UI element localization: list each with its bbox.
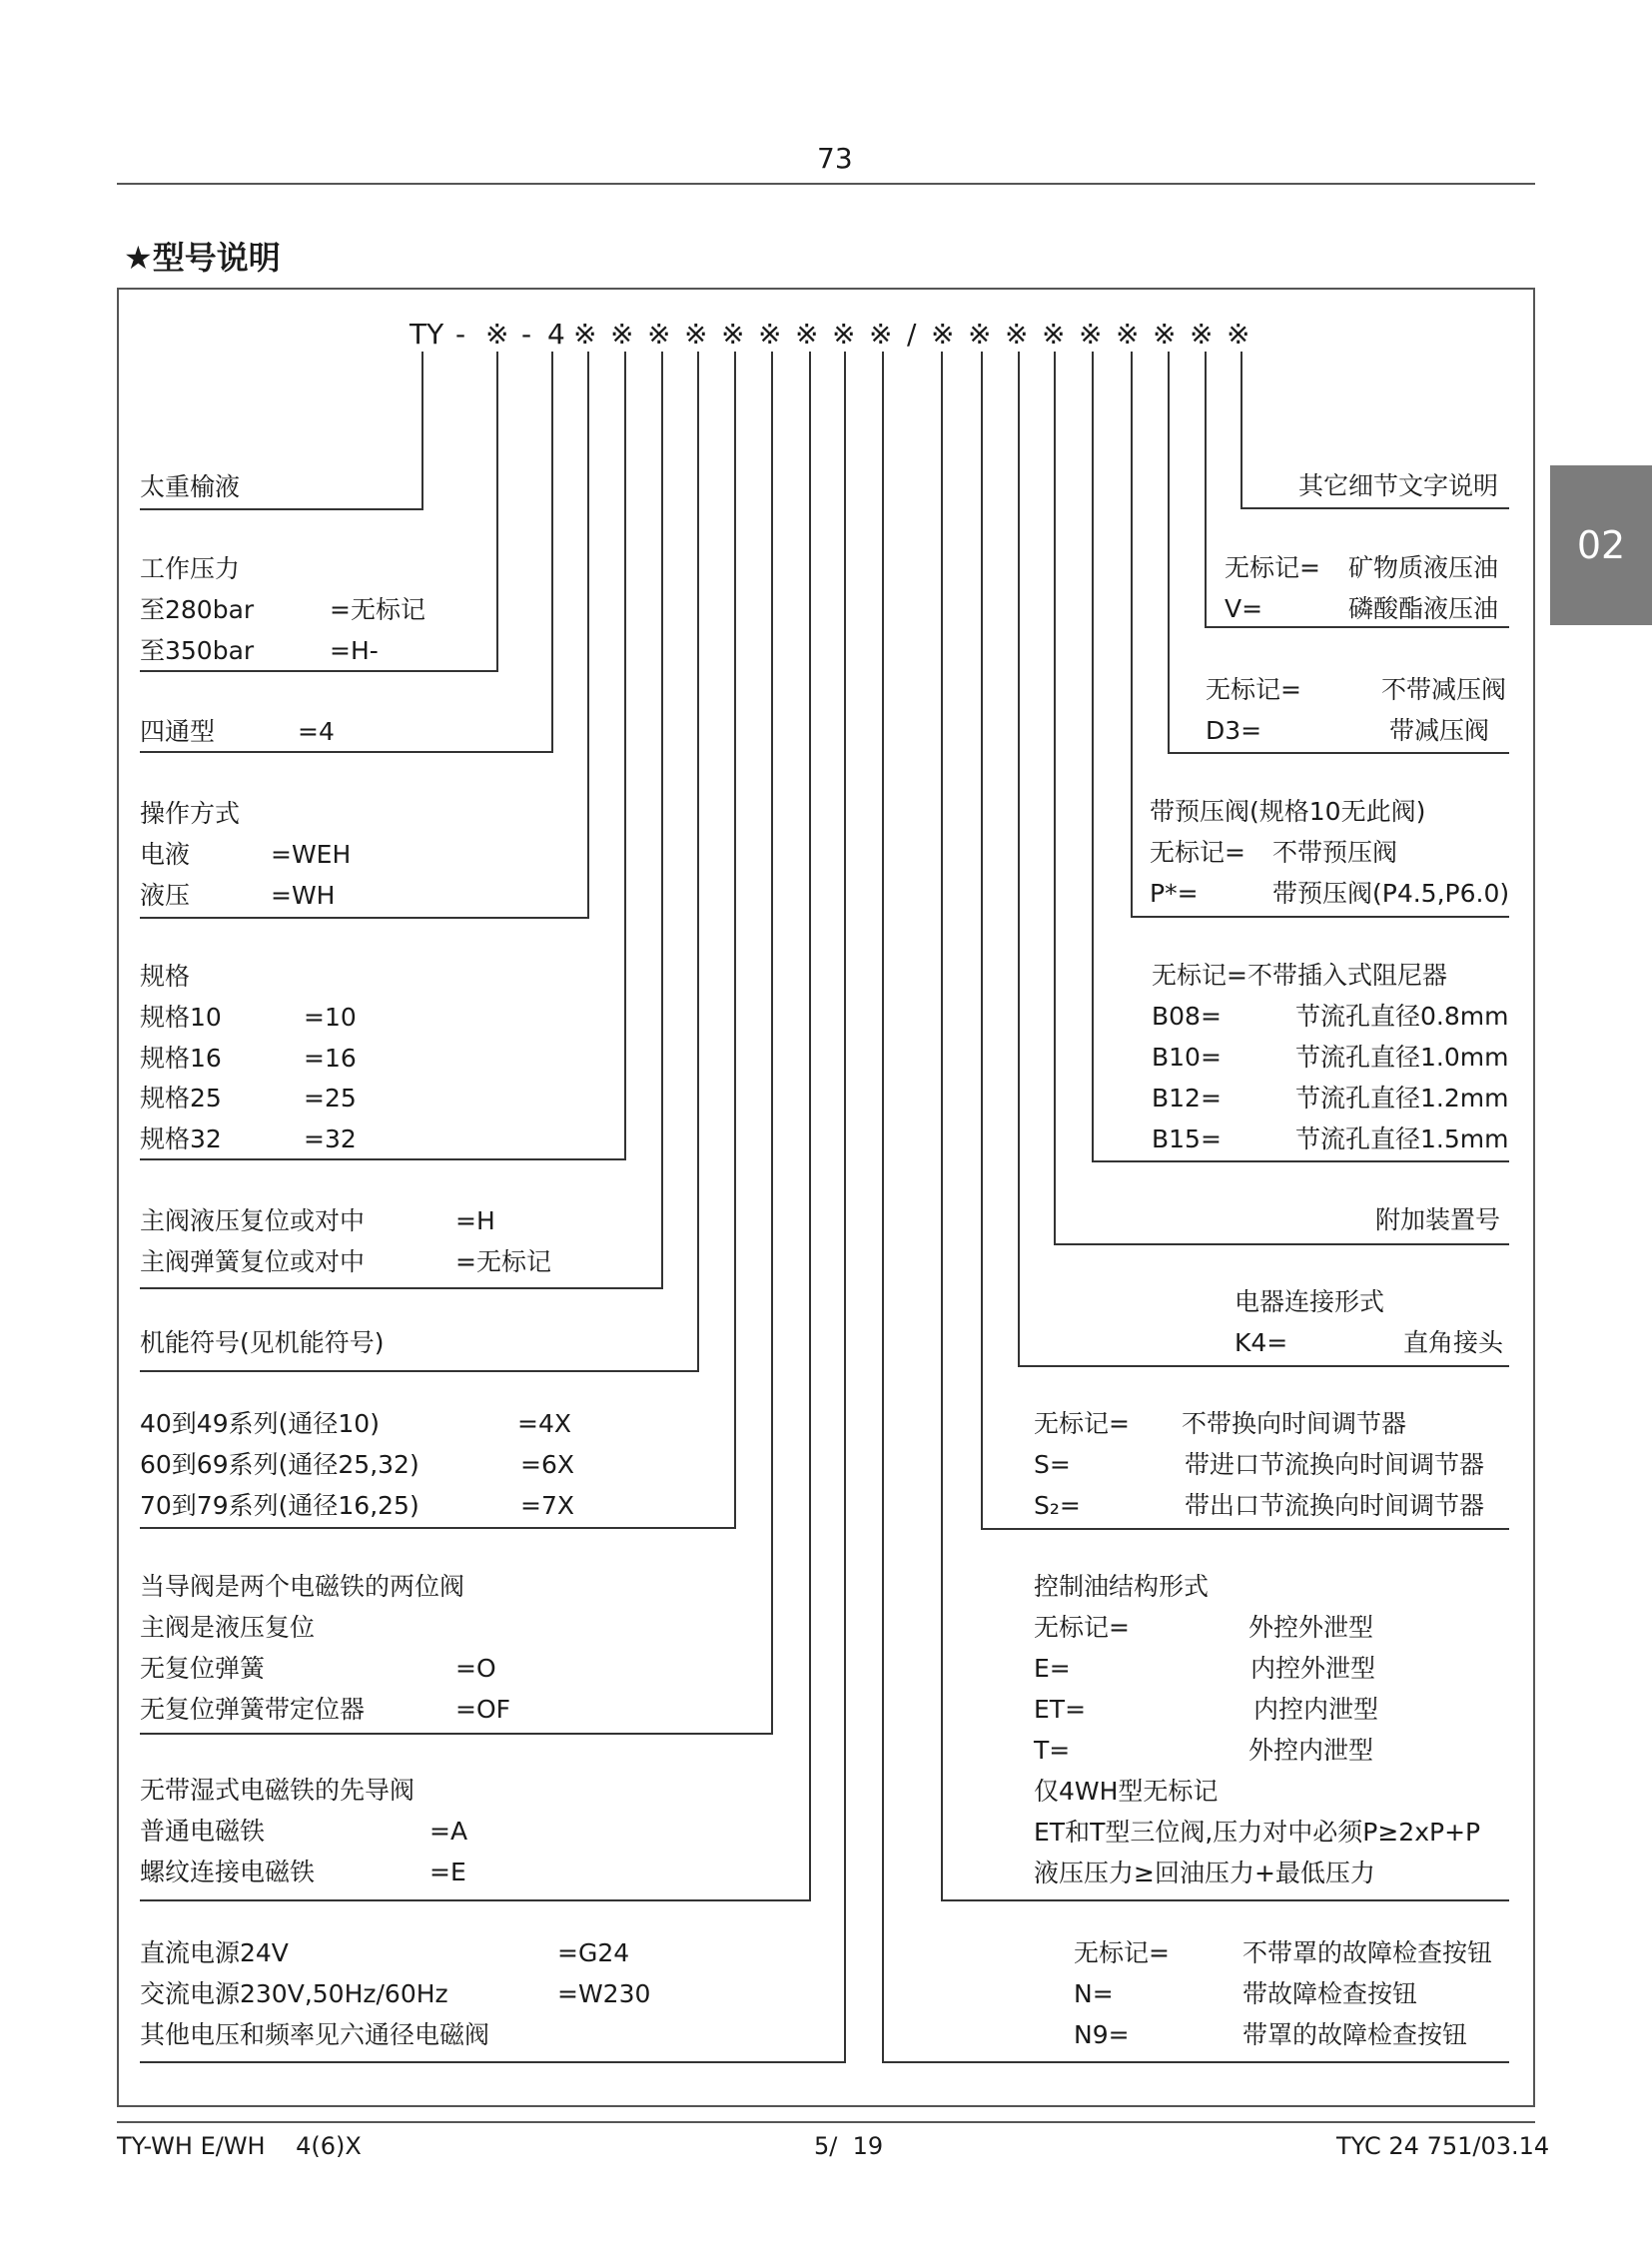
code-mark: ※	[647, 318, 671, 351]
solenoid-a-value: =A	[429, 1817, 468, 1846]
switching-none-label: 无标记=	[1034, 1409, 1130, 1438]
wet-solenoid-title: 无带湿式电磁铁的先导阀	[140, 1776, 415, 1805]
code-mark: ※	[610, 318, 634, 351]
series-value: =7X	[520, 1491, 574, 1520]
size-label: 规格25	[140, 1084, 222, 1113]
control-oil-label: E=	[1034, 1654, 1071, 1683]
code-mark: ※	[1153, 318, 1177, 351]
reducing-none-label: 无标记=	[1206, 675, 1301, 704]
power-other: 其他电压和频率见六通径电磁阀	[140, 2020, 490, 2049]
pressure-280-value: =无标记	[330, 595, 425, 624]
switching-none-value: 不带换向时间调节器	[1182, 1409, 1407, 1438]
code-mark: ※	[1005, 318, 1029, 351]
footer-page: 5/ 19	[814, 2132, 884, 2160]
accessory-label: 附加装置号	[1375, 1205, 1501, 1234]
throttle-value: 节流孔直径1.2mm	[1295, 1084, 1509, 1113]
main-valve-h-value: =H	[455, 1206, 495, 1235]
reducing-d3-label: D3=	[1206, 716, 1262, 745]
reducing-d3-value: 带减压阀	[1389, 716, 1490, 745]
code-mark: ※	[869, 318, 893, 351]
code-slash: /	[907, 318, 917, 351]
preload-none-value: 不带预压阀	[1272, 838, 1398, 867]
series-value: =4X	[517, 1409, 571, 1438]
power-ac-value: =W230	[557, 1979, 651, 2008]
series-label: 60到69系列(通径25,32)	[140, 1450, 419, 1479]
code-mark: ※	[795, 318, 819, 351]
electrical-title: 电器连接形式	[1235, 1287, 1385, 1316]
solenoid-e-label: 螺纹连接电磁铁	[140, 1858, 316, 1886]
fault-button-n9-value: 带罩的故障检查按钮	[1242, 2020, 1468, 2049]
control-oil-label: 无标记=	[1034, 1613, 1130, 1642]
operation-title: 操作方式	[140, 799, 241, 828]
size-value: =25	[304, 1084, 357, 1113]
size-value: =10	[304, 1003, 357, 1032]
pressure-280-label: 至280bar	[140, 595, 255, 624]
code-mark: ※	[573, 318, 597, 351]
reducing-none-value: 不带减压阀	[1381, 675, 1507, 704]
pilot-no-spring-value: =O	[455, 1654, 496, 1683]
fluid-phosphate-value: 磷酸酯液压油	[1348, 594, 1499, 623]
footer-doc-id: TYC 24 751/03.14	[1336, 2132, 1550, 2160]
preload-p-label: P*=	[1150, 879, 1199, 908]
fault-button-n-value: 带故障检查按钮	[1242, 1979, 1418, 2008]
footer-rule	[117, 2121, 1535, 2123]
code-mark: ※	[1116, 318, 1140, 351]
throttle-label: B10=	[1152, 1043, 1222, 1072]
footer-left: TY-WH E/WH 4(6)X	[117, 2132, 362, 2160]
control-oil-note3: 液压压力≥回油压力+最低压力	[1034, 1859, 1375, 1887]
power-ac-label: 交流电源230V,50Hz/60Hz	[140, 1979, 448, 2008]
code-dash: -	[455, 318, 466, 351]
fault-button-none-value: 不带罩的故障检查按钮	[1242, 1938, 1493, 1967]
throttle-value: 节流孔直径1.0mm	[1295, 1043, 1509, 1072]
control-oil-title: 控制油结构形式	[1034, 1572, 1210, 1601]
series-label: 70到79系列(通径16,25)	[140, 1491, 419, 1520]
main-valve-spring-label: 主阀弹簧复位或对中	[140, 1247, 366, 1276]
code-mark: ※	[968, 318, 992, 351]
pressure-title: 工作压力	[140, 554, 241, 583]
code-mark-pressure: ※	[485, 318, 509, 351]
main-valve-spring-value: =无标记	[455, 1247, 551, 1276]
pilot-line2: 主阀是液压复位	[140, 1613, 316, 1642]
switching-s-value: 带进口节流换向时间调节器	[1185, 1450, 1485, 1479]
code-mark: ※	[758, 318, 782, 351]
main-valve-h-label: 主阀液压复位或对中	[140, 1206, 366, 1235]
four-way-label: 四通型	[140, 717, 216, 746]
throttle-title: 无标记=不带插入式阻尼器	[1152, 961, 1447, 990]
size-label: 规格16	[140, 1044, 222, 1073]
section-heading: ★型号说明	[124, 239, 281, 277]
solenoid-e-value: =E	[429, 1858, 466, 1886]
fault-button-n-label: N=	[1074, 1979, 1114, 2008]
preload-none-label: 无标记=	[1150, 838, 1245, 867]
control-oil-value: 内控内泄型	[1253, 1695, 1379, 1724]
function-symbol-label: 机能符号(见机能符号)	[140, 1328, 385, 1357]
throttle-value: 节流孔直径1.5mm	[1295, 1124, 1509, 1153]
chapter-tab-label: 02	[1576, 523, 1626, 567]
control-oil-note2: ET和T型三位阀,压力对中必须P≥2xP+P	[1034, 1818, 1481, 1847]
size-value: =32	[304, 1124, 357, 1153]
electrical-k4-value: 直角接头	[1403, 1328, 1504, 1357]
switching-s2-label: S₂=	[1034, 1491, 1081, 1520]
pilot-line1: 当导阀是两个电磁铁的两位阀	[140, 1572, 465, 1601]
throttle-label: B12=	[1152, 1084, 1222, 1113]
control-oil-value: 外控内泄型	[1248, 1736, 1374, 1765]
preload-title: 带预压阀(规格10无此阀)	[1150, 797, 1426, 826]
pilot-detent-label: 无复位弹簧带定位器	[140, 1695, 366, 1724]
throttle-label: B08=	[1152, 1002, 1222, 1031]
control-oil-value: 外控外泄型	[1248, 1613, 1374, 1642]
label-taizhong: 太重榆液	[140, 472, 241, 501]
pressure-350-value: =H-	[330, 636, 379, 665]
operation-wh-label: 液压	[140, 881, 191, 910]
code-mark: ※	[1190, 318, 1214, 351]
code-mark: ※	[1079, 318, 1103, 351]
power-dc-value: =G24	[557, 1938, 630, 1967]
code-prefix: TY	[410, 318, 444, 351]
code-mark: ※	[721, 318, 745, 351]
power-dc-label: 直流电源24V	[140, 1938, 289, 1967]
size-value: =16	[304, 1044, 357, 1073]
operation-wh-value: =WH	[271, 881, 336, 910]
control-oil-note1: 仅4WH型无标记	[1034, 1777, 1219, 1806]
fluid-mineral-label: 无标记=	[1225, 553, 1320, 582]
fluid-phosphate-label: V=	[1225, 594, 1263, 623]
control-oil-label: ET=	[1034, 1695, 1087, 1724]
code-mark: ※	[931, 318, 955, 351]
fluid-mineral-value: 矿物质液压油	[1348, 553, 1499, 582]
throttle-label: B15=	[1152, 1124, 1222, 1153]
operation-weh-label: 电液	[140, 840, 191, 869]
control-oil-value: 内控外泄型	[1250, 1654, 1376, 1683]
operation-weh-value: =WEH	[271, 840, 352, 869]
series-value: =6X	[520, 1450, 574, 1479]
switching-s2-value: 带出口节流换向时间调节器	[1185, 1491, 1485, 1520]
fault-button-none-label: 无标记=	[1074, 1938, 1170, 1967]
size-label: 规格10	[140, 1003, 222, 1032]
fault-button-n9-label: N9=	[1074, 2020, 1130, 2049]
other-details-label: 其它细节文字说明	[1298, 471, 1499, 500]
pressure-350-label: 至350bar	[140, 636, 255, 665]
four-way-value: =4	[298, 717, 335, 746]
pilot-no-spring-label: 无复位弹簧	[140, 1654, 266, 1683]
size-title: 规格	[140, 962, 191, 991]
control-oil-label: T=	[1034, 1736, 1071, 1765]
preload-p-value: 带预压阀(P4.5,P6.0)	[1272, 879, 1510, 908]
size-label: 规格32	[140, 1124, 222, 1153]
switching-s-label: S=	[1034, 1450, 1071, 1479]
solenoid-a-label: 普通电磁铁	[140, 1817, 266, 1846]
page-number: 73	[817, 142, 853, 175]
series-label: 40到49系列(通径10)	[140, 1409, 380, 1438]
code-four: 4	[547, 318, 565, 351]
code-dash: -	[521, 318, 532, 351]
code-mark: ※	[832, 318, 856, 351]
code-mark: ※	[1042, 318, 1066, 351]
code-mark: ※	[1227, 318, 1250, 351]
pilot-detent-value: =OF	[455, 1695, 511, 1724]
code-mark: ※	[684, 318, 708, 351]
electrical-k4-label: K4=	[1235, 1328, 1288, 1357]
throttle-value: 节流孔直径0.8mm	[1295, 1002, 1509, 1031]
